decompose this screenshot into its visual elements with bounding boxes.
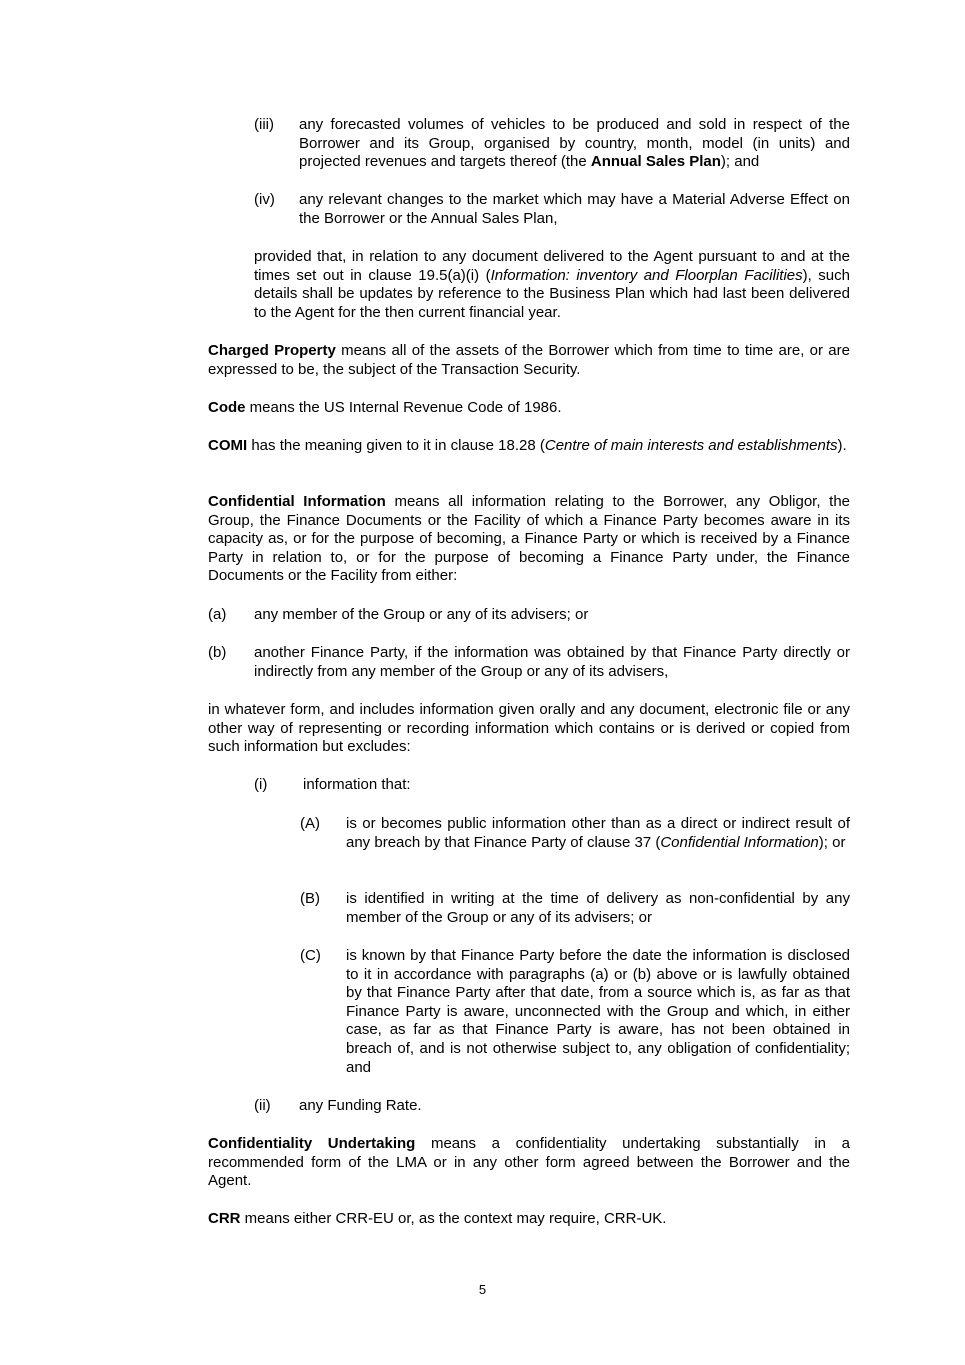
list-marker-B: (B) (300, 890, 320, 907)
proviso-paragraph: provided that, in relation to any document delivered to the Agent pursuant to and at the times set out in clause 19.5(a)(i) (Information: inventory and Floorplan Facilities), such details shall be updates by reference to the Business Plan which had last been delivered to the Agent for the then current financial year. (254, 248, 850, 321)
defined-term-code: Code (208, 399, 246, 416)
definition-confidential-information: Confidential Information means all information relating to the Borrower, any Obligor, the Group, the Finance Documents or the Facility of which a Finance Party becomes aware in its capacity as, or for the purpose of becoming, a Finance Party or which is received by a Finance Party in relation to, or for the purpose of becoming a Finance Party under, the Finance Documents or the Facility from either: (208, 493, 850, 585)
definition-confidentiality-undertaking: Confidentiality Undertaking means a confidentiality undertaking substantially in a recommended form of the LMA or in any other form agreed between the Borrower and the Agent. (208, 1135, 851, 1190)
defined-term-confidentiality-undertaking: Confidentiality Undertaking (208, 1135, 416, 1152)
clause-B-text: is identified in writing at the time of delivery as non-confidential by any member of the Group or any of its advisers; or (346, 890, 850, 926)
list-marker-b: (b) (208, 644, 227, 661)
definition-charged-property: Charged Property means all of the assets of the Borrower which from time to time are, or are expressed to be, the subject of the Transaction Security. (208, 342, 850, 378)
clause-b-text: another Finance Party, if the information was obtained by that Finance Party directly or indirectly from any member of the Group or any of its advisers, (254, 644, 850, 680)
page-number: 5 (478, 1282, 487, 1297)
clause-a-text: any member of the Group or any of its advisers; or (254, 606, 589, 623)
clause-A-text: is or becomes public information other than as a direct or indirect result of any breach by that Finance Party of clause 37 (Confidential Information); or (346, 815, 850, 851)
clause-ii-text: any Funding Rate. (299, 1097, 422, 1114)
clause-iv-text: any relevant changes to the market which may have a Material Adverse Effect on the Borrower or the Annual Sales Plan, (299, 191, 850, 227)
list-marker-iv: (iv) (254, 191, 275, 208)
list-marker-A: (A) (300, 815, 320, 832)
defined-term-annual-sales-plan: Annual Sales Plan (590, 153, 721, 171)
defined-term-charged-property: Charged Property (208, 342, 336, 359)
defined-term-comi: COMI (208, 437, 248, 454)
defined-term-crr: CRR (208, 1210, 241, 1227)
whatever-form-paragraph: in whatever form, and includes information given orally and any document, electronic file or any other way of representing or recording information which contains or is derived or copied from such information but excludes: (208, 701, 850, 756)
clause-C-text: is known by that Finance Party before the date the information is disclosed to it in accordance with paragraphs (a) or (b) above or is lawfully obtained by that Finance Party after that date, from a source which is, as far as that Finance Party is aware, unconnected with the Group and which, in either case, as far as that Finance Party is aware, has not been obtained in breach of, and is not otherwise subject to, any obligation of confidentiality; and (346, 947, 850, 1076)
defined-term-confidential-information: Confidential Information (208, 493, 386, 510)
definition-comi: COMI has the meaning given to it in clause 18.28 (Centre of main interests and establishments). (208, 437, 847, 454)
definition-crr: CRR means either CRR-EU or, as the context may require, CRR-UK. (208, 1210, 667, 1227)
definition-code: Code means the US Internal Revenue Code of 1986. (208, 399, 562, 416)
list-marker-a: (a) (208, 606, 227, 623)
list-marker-i: (i) (254, 776, 268, 793)
list-marker-C: (C) (300, 947, 321, 964)
clause-i-text: information that: (303, 776, 411, 793)
list-marker-ii: (ii) (254, 1097, 271, 1114)
list-marker-iii: (iii) (254, 116, 274, 133)
clause-iii-text: any forecasted volumes of vehicles to be produced and sold in respect of the Borrower and its Group, organised by country, month, model (in units) and projected revenues and targets thereof (the Annual Sales Plan); and (299, 116, 850, 171)
